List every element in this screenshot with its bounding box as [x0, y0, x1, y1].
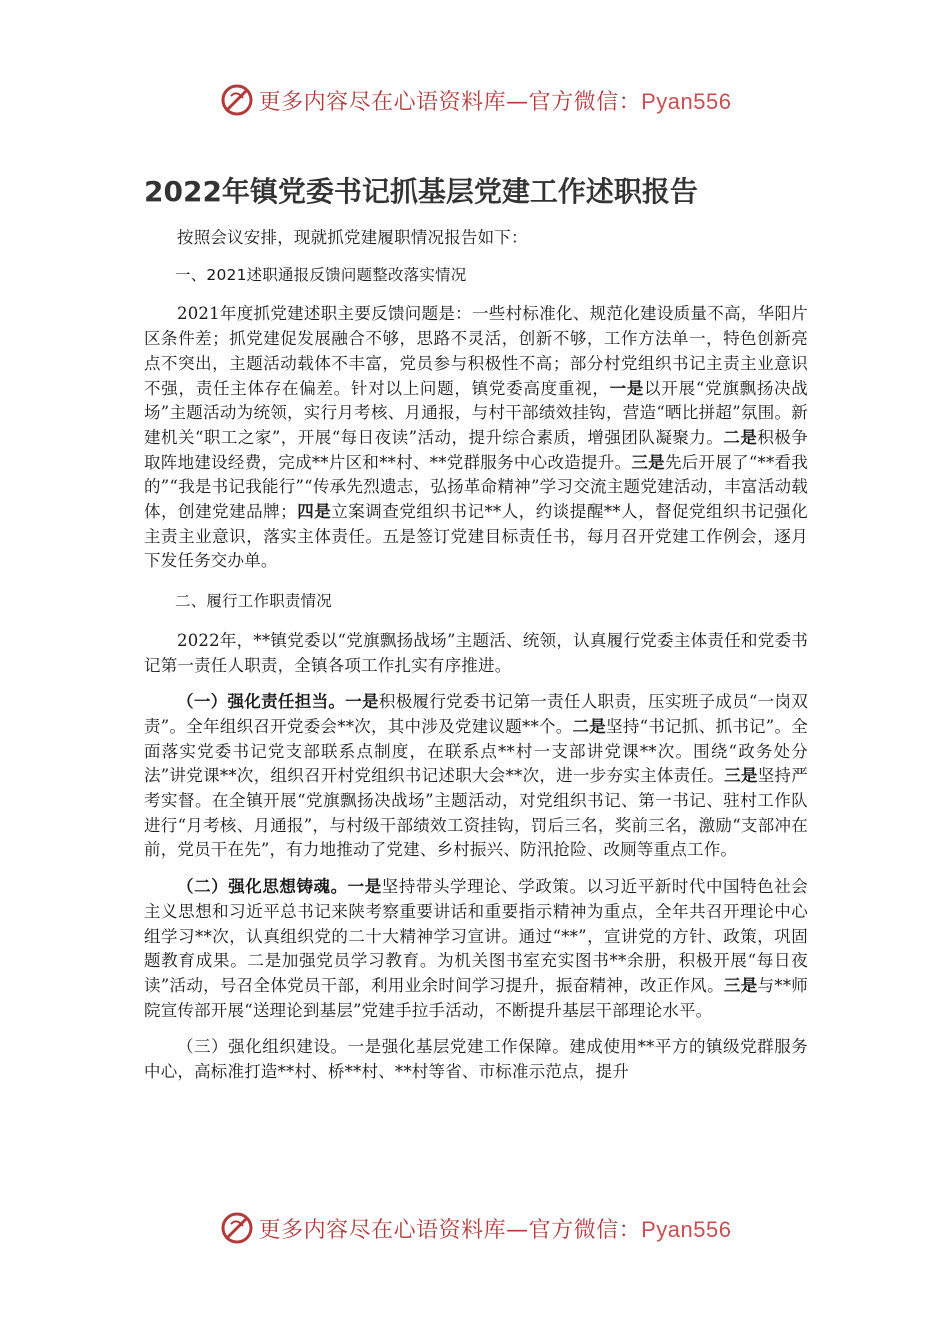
library-logo-icon: [219, 82, 255, 118]
wechat-id: Pyan556: [641, 1216, 732, 1242]
footer-banner: [0, 1208, 950, 1248]
paragraph-ideology: （二）强化思想铸魂。一是坚持带头学理论、学政策。以习近平新时代中国特色社会主义思想和习近平总书记来陕考察重要讲话和重要指示精神为重点，全年共召开理论中心组学习**次，认真组织党的二十大精神学习宣讲。通过“**”，宣讲党的方针、政策，巩固题教育成果。二是加强党员学习教育。为机关图书室充实图书**余册，积极开展“每日夜读”活动，号召全体党员干部，利用业余时间学习提升，振奋精神，改正作风。三是与**师院宣传部开展“送理论到基层”党建手拉手活动，不断提升基层干部理论水平。: [144, 877, 809, 1020]
intro-paragraph: 按照会议安排，现就抓党建履职情况报告如下：: [177, 228, 528, 247]
header-banner: [0, 80, 950, 120]
banner-text: 更多内容尽在心语资料库—官方微信：Pyan556: [258, 1216, 732, 1243]
section-heading-1: 一、2021述职通报反馈问题整改落实情况: [175, 265, 467, 284]
banner-text: 更多内容尽在心语资料库—官方微信：Pyan556: [258, 88, 732, 115]
paragraph-overview: 2022年，**镇党委以“党旗飘扬战场”主题活、统领，认真履行党委主体责任和党委书记第一责任人职责，全镇各项工作扎实有序推进。: [144, 630, 808, 675]
library-logo-icon: [219, 1210, 255, 1246]
document-title: 2022年镇党委书记抓基层党建工作述职报告: [144, 175, 698, 208]
paragraph-organization: （三）强化组织建设。一是强化基层党建工作保障。建成使用**平方的镇级党群服务中心，高标准打造**村、桥**村、**村等省、市标准示范点，提升: [144, 1037, 808, 1082]
wechat-id: Pyan556: [641, 88, 732, 114]
paragraph-responsibility: （一）强化责任担当。一是积极履行党委书记第一责任人职责，压实班子成员“一岗双责”。全年组织召开党委会**次，其中涉及党建议题**个。二是坚持“书记抓、抓书记”。全面落实党委书记党支部联系点制度，在联系点**村一支部讲党课**次。围绕“政务处分法”讲党课**次，组织召开村党组织书记述职大会**次，进一步夯实主体责任。三是坚持严考实督。在全镇开展“党旗飘扬决战场”主题活动，对党组织书记、第一书记、驻村工作队进行“月考核、月通报”，与村级干部绩效工资挂钩，罚后三名，奖前三名，激励“支部冲在前，党员干在先”，有力地推动了党建、乡村振兴、防汛抢险、改厕等重点工作。: [144, 692, 809, 860]
paragraph-rectification: 2021年度抓党建述职主要反馈问题是：一些村标准化、规范化建设质量不高，华阳片区条件差；抓党建促发展融合不够，思路不灵活，创新不够，工作方法单一，特色创新亮点不突出，主题活动载体不丰富，党员参与积极性不高；部分村党组织书记主责主业意识不强，责任主体存在偏差。针对以上问题，镇党委高度重视，一是以开展“党旗飘扬决战场”主题活动为统领，实行月考核、月通报，与村干部绩效挂钩，营造“晒比拼超”氛围。新建机关“职工之家”，开展“每日夜读”活动，提升综合素质，增强团队凝聚力。二是积极争取阵地建设经费，完成**片区和**村、**党群服务中心改造提升。三是先后开展了“**看我的”“我是书记我能行”“传承先烈遗志，弘扬革命精神”学习交流主题党建活动，丰富活动载体，创建党建品牌；四是立案调查党组织书记**人，约谈提醒**人，督促党组织书记强化主责主业意识，落实主体责任。五是签订党建目标责任书，每月召开党建工作例会，逐月下发任务交办单。: [144, 304, 809, 571]
section-heading-2: 二、履行工作职责情况: [175, 592, 333, 611]
document-body: [144, 226, 808, 1085]
